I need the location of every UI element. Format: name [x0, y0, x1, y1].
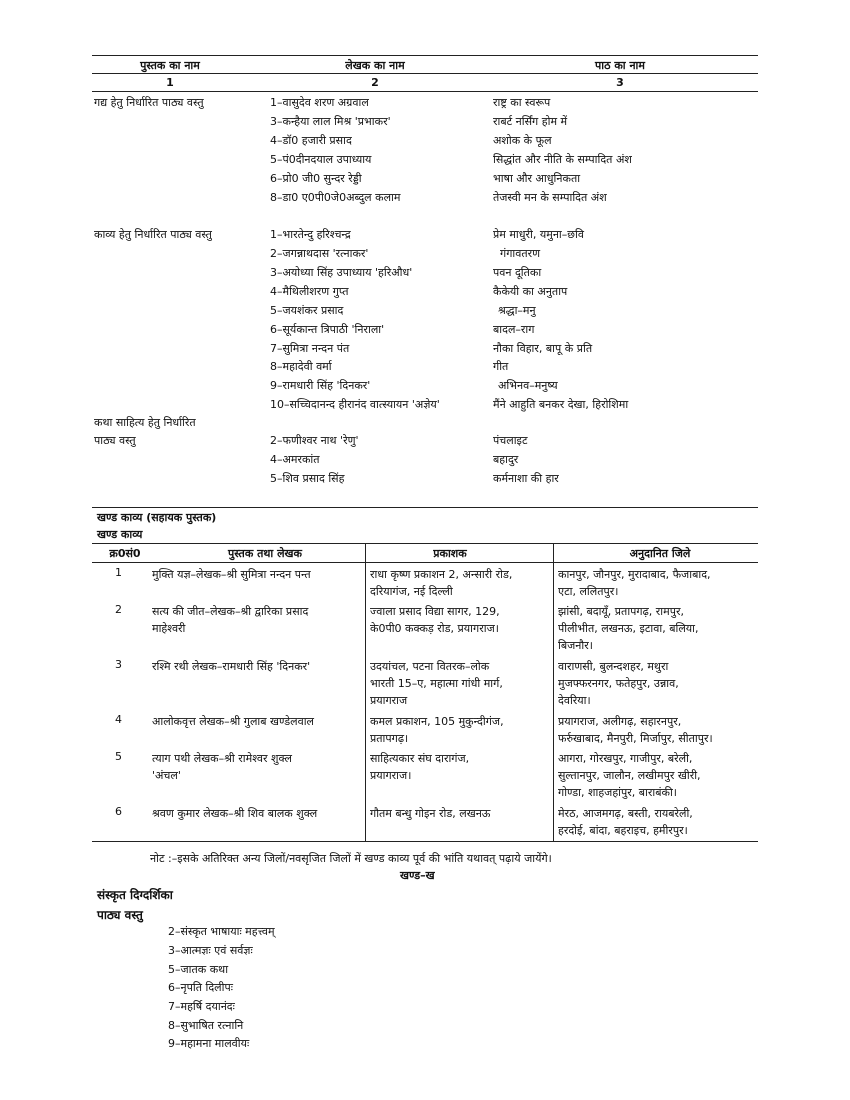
sanskrit-item: 8–सुभाषित रत्नानि: [168, 1019, 244, 1032]
section3-subtitle: पाठ्य वस्तु: [97, 908, 143, 922]
row-sn: 6: [115, 805, 122, 818]
author-item: 4–डॉ0 हजारी प्रसाद: [270, 134, 352, 147]
table2-header-rule: [92, 562, 758, 563]
table2-top-rule: [92, 543, 758, 544]
row-book: श्रवण कुमार लेखक–श्री शिव बालक शुक्ल: [152, 807, 318, 820]
row-book: मुक्ति यज्ञ–लेखक–श्री सुमित्रा नन्दन पन्त: [152, 568, 311, 581]
lesson-item: श्रद्धा–मनु: [498, 304, 536, 317]
lesson-item: गंगावतरण: [500, 247, 541, 260]
table1-colnum-3: 3: [616, 76, 624, 89]
table2-header-book: पुस्तक तथा लेखक: [228, 547, 302, 560]
author-item: 7–सुमित्रा नन्दन पंत: [270, 342, 350, 355]
row-publisher: उदयांचल, पटना वितरक–लोक भारती 15–ए, महात्मा गांधी मार्ग, प्रयागराज: [370, 660, 503, 707]
table2-col-line-2: [553, 543, 554, 841]
lesson-item: कर्मनाशा की हार: [493, 472, 559, 485]
table1-header-rule: [92, 73, 758, 74]
lesson-item: कैकेयी का अनुताप: [493, 285, 568, 298]
row-publisher: राधा कृष्ण प्रकाशन 2, अन्सारी रोड, दरियागंज, नई दिल्ली: [370, 568, 513, 598]
sanskrit-item: 2–संस्कृत भाषायाः महत्त्वम्: [168, 925, 275, 938]
table1-colnum-2: 2: [371, 76, 379, 89]
row-districts: आगरा, गोरखपुर, गाजीपुर, बरेली, सुल्तानपुर, जालौन, लखीमपुर खीरी, गोण्डा, शाहजहांपुर, बाराबंकी।: [558, 752, 701, 799]
author-item: 8–डा0 ए0पी0जे0अब्दुल कलाम: [270, 191, 401, 204]
group-title-prose: गद्य हेतु निर्धारित पाठ्य वस्तु: [94, 96, 204, 109]
row-publisher: गौतम बन्धु गोइन रोड, लखनऊ: [370, 807, 491, 820]
sanskrit-item: 6–नृपति दिलीपः: [168, 981, 233, 994]
row-book: रश्मि रथी लेखक–रामधारी सिंह 'दिनकर': [152, 660, 311, 673]
row-districts: मेरठ, आजमगढ़, बस्ती, रायबरेली, हरदोई, बांदा, बहराइच, हमीरपुर।: [558, 807, 693, 837]
author-item: 5–जयशंकर प्रसाद: [270, 304, 344, 317]
section2-top-rule: [92, 507, 758, 508]
table2-header-districts: अनुदानित जिले: [629, 547, 691, 560]
row-sn: 1: [115, 566, 122, 579]
table1-top-rule: [92, 55, 758, 56]
lesson-item: बादल–राग: [493, 323, 535, 336]
author-item: 6–प्रो0 जी0 सुन्दर रेड्डी: [270, 172, 362, 185]
lesson-item: नौका विहार, बापू के प्रति: [493, 342, 593, 355]
note-text: नोट :–इसके अतिरिक्त अन्य जिलों/नवसृजित जिलों में खण्ड काव्य पूर्व की भांति यथावत् पढ़ाये जायेंगे।: [150, 852, 552, 865]
row-book: त्याग पथी लेखक–श्री रामेश्वर शुक्ल 'अंचल': [152, 752, 292, 782]
table1-header-author: लेखक का नाम: [345, 59, 405, 72]
table1-number-rule: [92, 91, 758, 92]
author-item: 4–अमरकांत: [270, 453, 320, 466]
row-sn: 2: [115, 603, 122, 616]
author-item: 2–फणीश्वर नाथ 'रेणु': [270, 434, 359, 447]
lesson-item: भाषा और आधुनिकता: [493, 172, 581, 185]
lesson-item: राबर्ट नर्सिंग होम में: [493, 115, 568, 128]
group-title-story: कथा साहित्य हेतु निर्धारित: [94, 416, 196, 429]
row-districts: प्रयागराज, अलीगढ़, सहारनपुर, फर्रुखाबाद, मैनपुरी, मिर्जापुर, सीतापुर।: [558, 715, 713, 745]
table1-header-lesson: पाठ का नाम: [595, 59, 645, 72]
lesson-item: बहादुर: [493, 453, 519, 466]
author-item: 1–वासुदेव शरण अग्रवाल: [270, 96, 369, 109]
author-item: 6–सूर्यकान्त त्रिपाठी 'निराला': [270, 323, 385, 336]
row-sn: 5: [115, 750, 122, 763]
table1-header-book: पुस्तक का नाम: [140, 59, 200, 72]
author-item: 3–कन्हैया लाल मिश्र 'प्रभाकर': [270, 115, 391, 128]
section2-subheading: खण्ड काव्य: [97, 528, 143, 541]
author-item: 3–अयोध्या सिंह उपाध्याय 'हरिऔध': [270, 266, 413, 279]
row-book: आलोकवृत्त लेखक–श्री गुलाब खण्डेलवाल: [152, 715, 315, 728]
row-districts: झांसी, बदायूँ, प्रतापगढ़, रामपुर, पीलीभीत, लखनऊ, इटावा, बलिया, बिजनौर।: [558, 605, 699, 652]
lesson-item: प्रेम माधुरी, यमुना–छवि: [493, 228, 584, 241]
lesson-item: अभिनव–मनुष्य: [498, 379, 558, 392]
lesson-item: तेजस्वी मन के सम्पादित अंश: [493, 191, 607, 204]
section3-title: संस्कृत दिग्दर्शिका: [97, 888, 173, 902]
table2-col-line-1: [365, 543, 366, 841]
author-item: 5–पं0दीनदयाल उपाध्याय: [270, 153, 372, 166]
section2-heading: खण्ड काव्य (सहायक पुस्तक): [97, 511, 217, 524]
row-districts: वाराणसी, बुलन्दशहर, मथुरा मुजफ्फरनगर, फतेहपुर, उन्नाव, देवरिया।: [558, 660, 679, 707]
table1-colnum-1: 1: [166, 76, 174, 89]
table2-header-publisher: प्रकाशक: [433, 547, 467, 560]
author-item: 4–मैथिलीशरण गुप्त: [270, 285, 349, 298]
row-districts: कानपुर, जौनपुर, मुरादाबाद, फैजाबाद, एटा, ललितपुर।: [558, 568, 711, 598]
author-item: 2–जगन्नाथदास 'रत्नाकर': [270, 247, 369, 260]
row-publisher: कमल प्रकाशन, 105 मुकुन्दीगंज, प्रतापगढ़।: [370, 715, 504, 745]
sanskrit-item: 3–आत्मज्ञः एवं सर्वज्ञः: [168, 944, 253, 957]
lesson-item: अशोक के फूल: [493, 134, 552, 147]
lesson-item: पवन दूतिका: [493, 266, 542, 279]
author-item: 1–भारतेन्दु हरिश्चन्द्र: [270, 228, 351, 241]
table2-header-sn: क्र0सं0: [109, 547, 141, 560]
author-item: 8–महादेवी वर्मा: [270, 360, 332, 373]
table2-bottom-rule: [92, 841, 758, 842]
row-sn: 4: [115, 713, 122, 726]
lesson-item: सिद्धांत और नीति के सम्पादित अंश: [493, 153, 632, 166]
author-item: 5–शिव प्रसाद सिंह: [270, 472, 345, 485]
sanskrit-item: 7–महर्षि दयानंदः: [168, 1000, 235, 1013]
lesson-item: राष्ट्र का स्वरूप: [493, 96, 551, 109]
lesson-item: पंचलाइट: [493, 434, 528, 447]
author-item: 10–सच्चिदानन्द हीरानंद वात्स्यायन 'अज्ञेय': [270, 398, 440, 411]
lesson-item: मैंने आहुति बनकर देखा, हिरोशिमा: [493, 398, 629, 411]
sanskrit-item: 5–जातक कथा: [168, 963, 229, 976]
sanskrit-item: 9–महामना मालवीयः: [168, 1037, 250, 1050]
lesson-item: गीत: [493, 360, 509, 373]
row-book: सत्य की जीत–लेखक–श्री द्वारिका प्रसाद माहेश्वरी: [152, 605, 309, 635]
group-title-poetry: काव्य हेतु निर्धारित पाठ्य वस्तु: [94, 228, 212, 241]
section3-heading: खण्ड–ख: [400, 869, 435, 882]
group-title-story-line2: पाठ्य वस्तु: [94, 434, 136, 447]
row-publisher: साहित्यकार संघ दारागंज, प्रयागराज।: [370, 752, 470, 782]
row-sn: 3: [115, 658, 122, 671]
author-item: 9–रामधारी सिंह 'दिनकर': [270, 379, 371, 392]
row-publisher: ज्वाला प्रसाद विद्या सागर, 129, के0पी0 कक्कड़ रोड, प्रयागराज।: [370, 605, 500, 635]
